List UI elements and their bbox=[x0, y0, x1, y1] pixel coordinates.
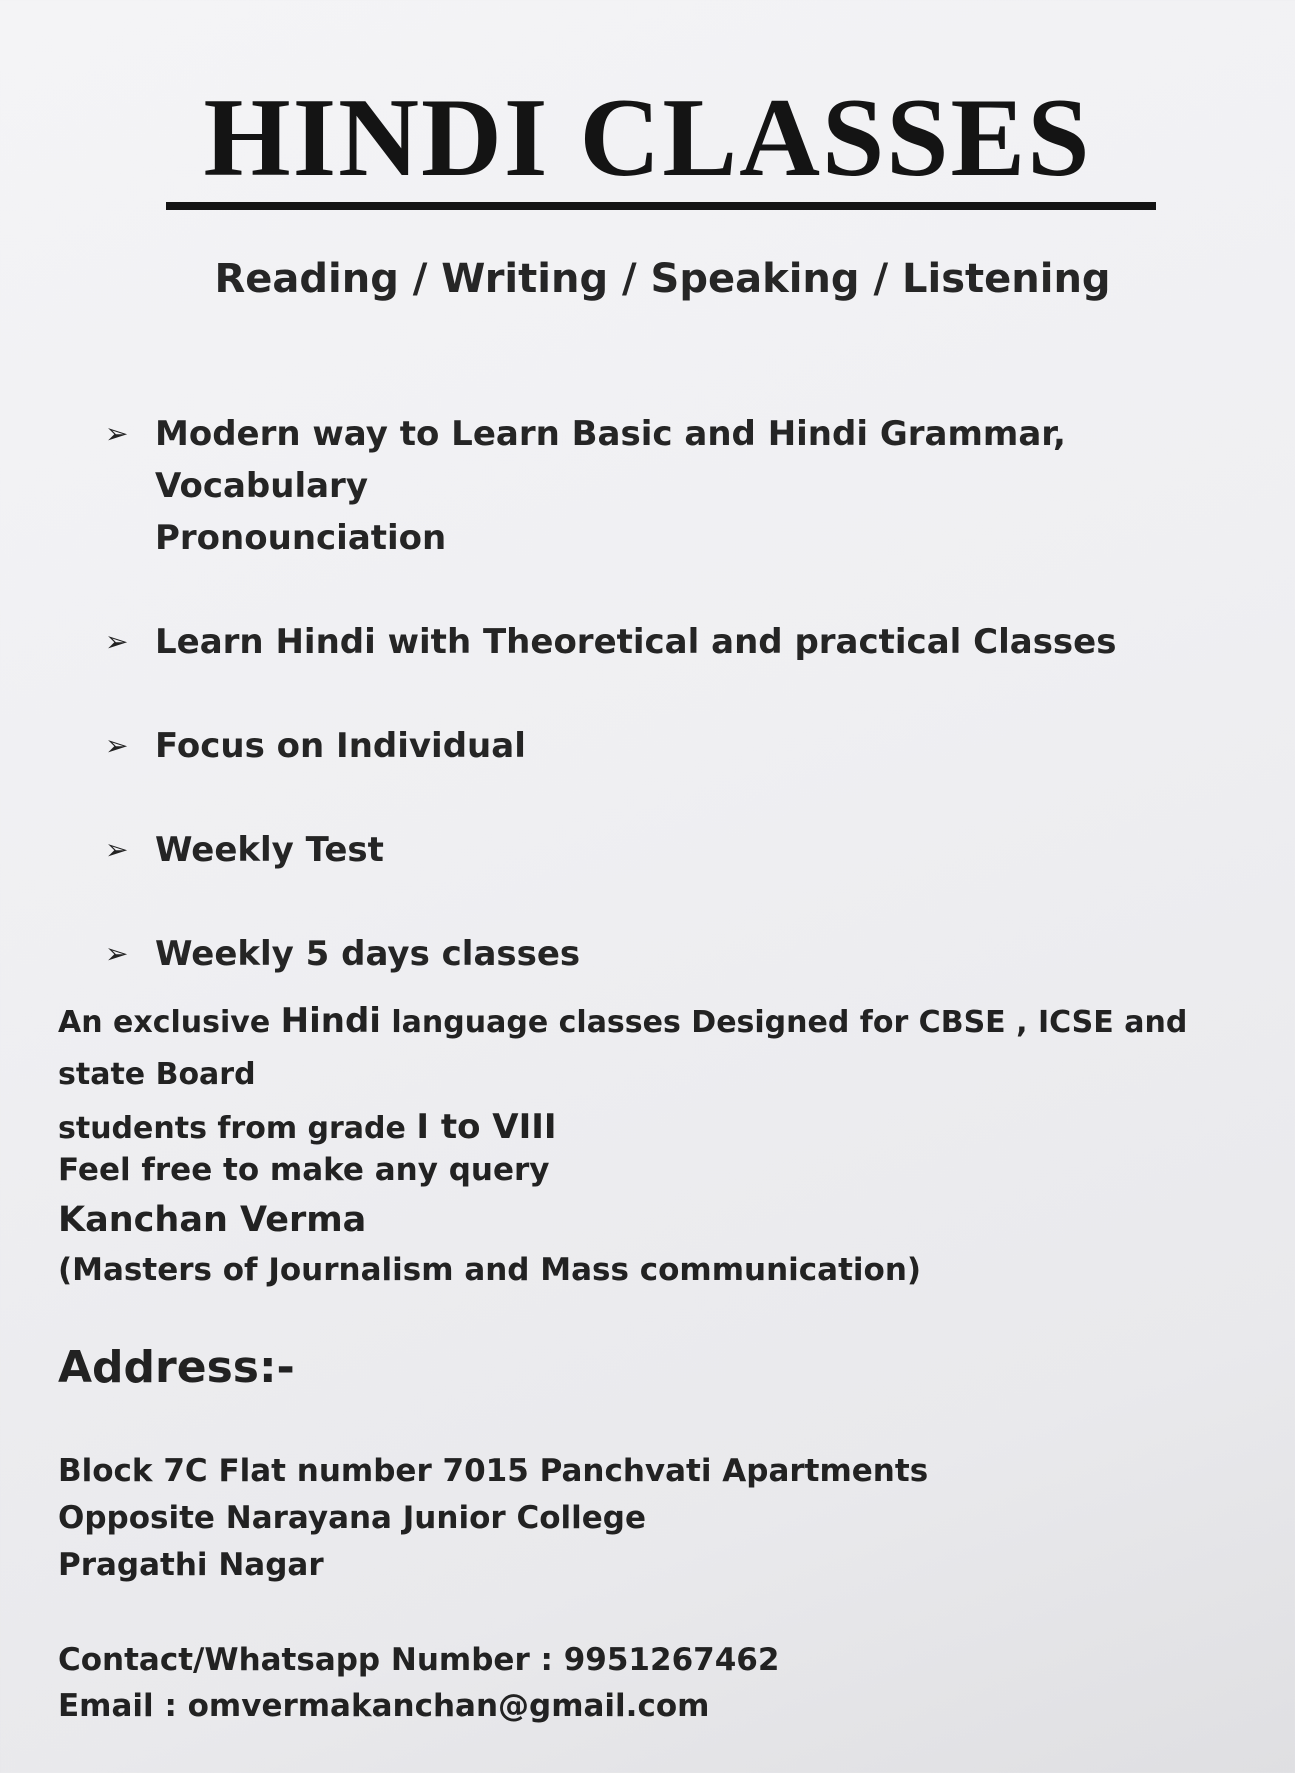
arrow-bullet-icon: ➢ bbox=[105, 833, 129, 866]
contact-person bbox=[58, 1145, 1278, 1295]
address-block bbox=[58, 1448, 1278, 1589]
teacher-name: Kanchan Verma bbox=[58, 1200, 367, 1240]
address-line: Pragathi Nagar bbox=[58, 1547, 324, 1583]
description-line-1 bbox=[58, 995, 1278, 1101]
feature-item bbox=[105, 408, 1275, 564]
arrow-bullet-icon: ➢ bbox=[105, 417, 129, 450]
arrow-bullet-icon: ➢ bbox=[105, 625, 129, 658]
description-highlight: Hindi bbox=[280, 1001, 381, 1041]
arrow-bullet-icon: ➢ bbox=[105, 729, 129, 762]
description-text: language classes Designed for CBSE , ICSE and state Board bbox=[58, 1005, 1188, 1092]
feature-list bbox=[105, 408, 1275, 980]
title-underline bbox=[166, 202, 1156, 210]
email-address: Email : omvermakanchan@gmail.com bbox=[58, 1688, 710, 1724]
flyer-title: HINDI CLASSES bbox=[203, 76, 1092, 200]
feature-item bbox=[105, 616, 1275, 668]
feature-text-continued: Pronounciation bbox=[155, 518, 447, 558]
feature-text: Focus on Individual bbox=[155, 726, 526, 766]
feature-item bbox=[105, 824, 1275, 876]
feature-text: Weekly 5 days classes bbox=[155, 934, 581, 974]
feature-item bbox=[105, 928, 1275, 980]
description-text: An exclusive bbox=[58, 1005, 281, 1040]
address-line: Block 7C Flat number 7015 Panchvati Apartments bbox=[58, 1453, 929, 1489]
description-paragraph bbox=[58, 995, 1278, 1155]
contact-block bbox=[58, 1637, 1278, 1729]
flyer-subtitle: Reading / Writing / Speaking / Listening bbox=[214, 256, 1111, 302]
description-text: students from grade bbox=[58, 1111, 417, 1146]
feature-text: Modern way to Learn Basic and Hindi Grammar, Vocabulary bbox=[155, 414, 1066, 506]
grade-range: I to VIII bbox=[416, 1107, 557, 1147]
query-prompt: Feel free to make any query bbox=[58, 1152, 550, 1188]
feature-text: Learn Hindi with Theoretical and practical Classes bbox=[155, 622, 1117, 662]
address-heading: Address:- bbox=[58, 1342, 295, 1393]
feature-item bbox=[105, 720, 1275, 772]
address-line: Opposite Narayana Junior College bbox=[58, 1500, 646, 1536]
feature-text: Weekly Test bbox=[155, 830, 384, 870]
phone-number: Contact/Whatsapp Number : 9951267462 bbox=[58, 1642, 780, 1678]
arrow-bullet-icon: ➢ bbox=[105, 937, 129, 970]
teacher-qualification: (Masters of Journalism and Mass communication) bbox=[58, 1252, 922, 1288]
